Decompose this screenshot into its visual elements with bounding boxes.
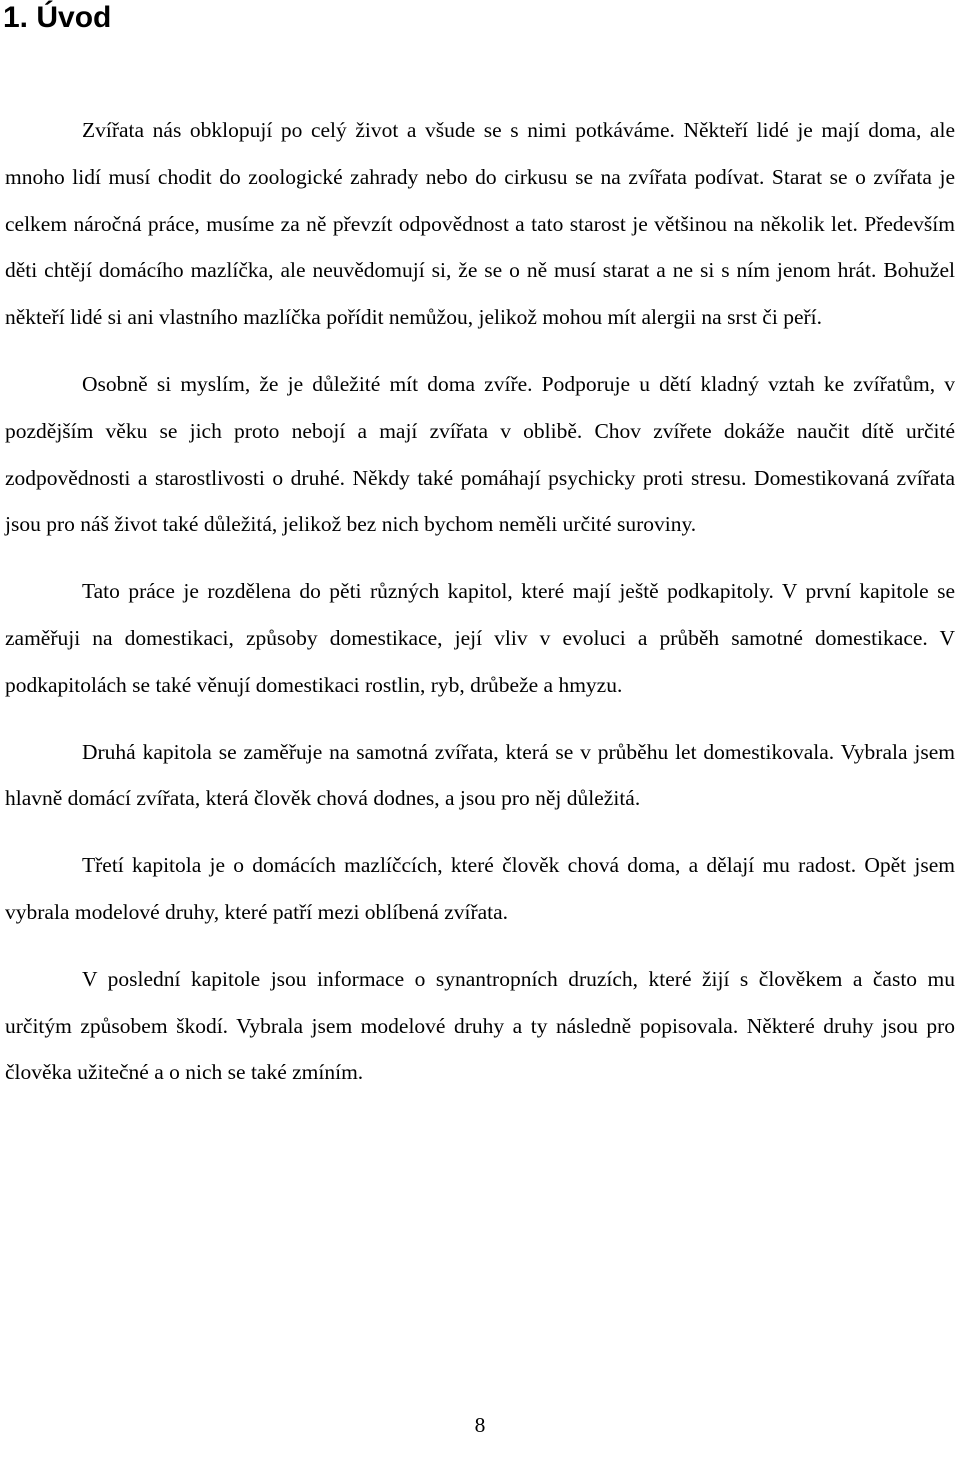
paragraph-1: Zvířata nás obklopují po celý život a všude se s nimi potkáváme. Někteří lidé je mají doma, ale mnoho lidí musí chodit do zoologické zahrady nebo do cirkusu se na zvířata podívat. Starat se o zvířata je celkem náročná práce, musíme za ně převzít odpovědnost a tato starost je většinou na několik let. Především děti chtějí domácího mazlíčka, ale neuvědomují si, že se o ně musí starat a ne si s ním jenom hrát. Bohužel někteří lidé si ani vlastního mazlíčka pořídit nemůžou, jelikož mohou mít alergii na srst či peří.	[5, 118, 955, 330]
paragraph-6: V poslední kapitole jsou informace o synantropních druzích, které žijí s člověkem a často mu určitým způsobem škodí. Vybrala jsem modelové druhy a ty následně popisovala. Některé druhy jsou pro člověka užitečné a o nich se také zmíním.	[5, 966, 955, 1085]
section-heading: 1. Úvod	[3, 1, 112, 34]
paragraph-4: Druhá kapitola se zaměřuje na samotná zvířata, která se v průběhu let domestikovala. Vybrala jsem hlavně domácí zvířata, která člověk chová dodnes, a jsou pro něj důležitá.	[5, 739, 955, 811]
body-text	[5, 107, 955, 1116]
paragraph-5: Třetí kapitola je o domácích mazlíčcích, které člověk chová doma, a dělají mu radost. Opět jsem vybrala modelové druhy, které patří mezi oblíbená zvířata.	[5, 853, 955, 924]
paragraph-3: Tato práce je rozdělena do pěti různých kapitol, které mají ještě podkapitoly. V první kapitole se zaměřuji na domestikaci, způsoby domestikace, její vliv v evoluci a průběh samotné domestikace. V podkapitolách se také věnují domestikaci rostlin, ryb, drůbeže a hmyzu.	[5, 579, 955, 697]
page-number: 8	[474, 1413, 486, 1437]
paragraph-2: Osobně si myslím, že je důležité mít doma zvíře. Podporuje u dětí kladný vztah ke zvířatům, v pozdějším věku se jich proto nebojí a mají zvířata v oblibě. Chov zvířete dokáže naučit dítě určité zodpovědnosti a starostlivosti o druhé. Někdy také pomáhají psychicky proti stresu. Domestikovaná zvířata jsou pro náš život také důležitá, jelikož bez nich bychom neměli určité suroviny.	[5, 371, 955, 537]
